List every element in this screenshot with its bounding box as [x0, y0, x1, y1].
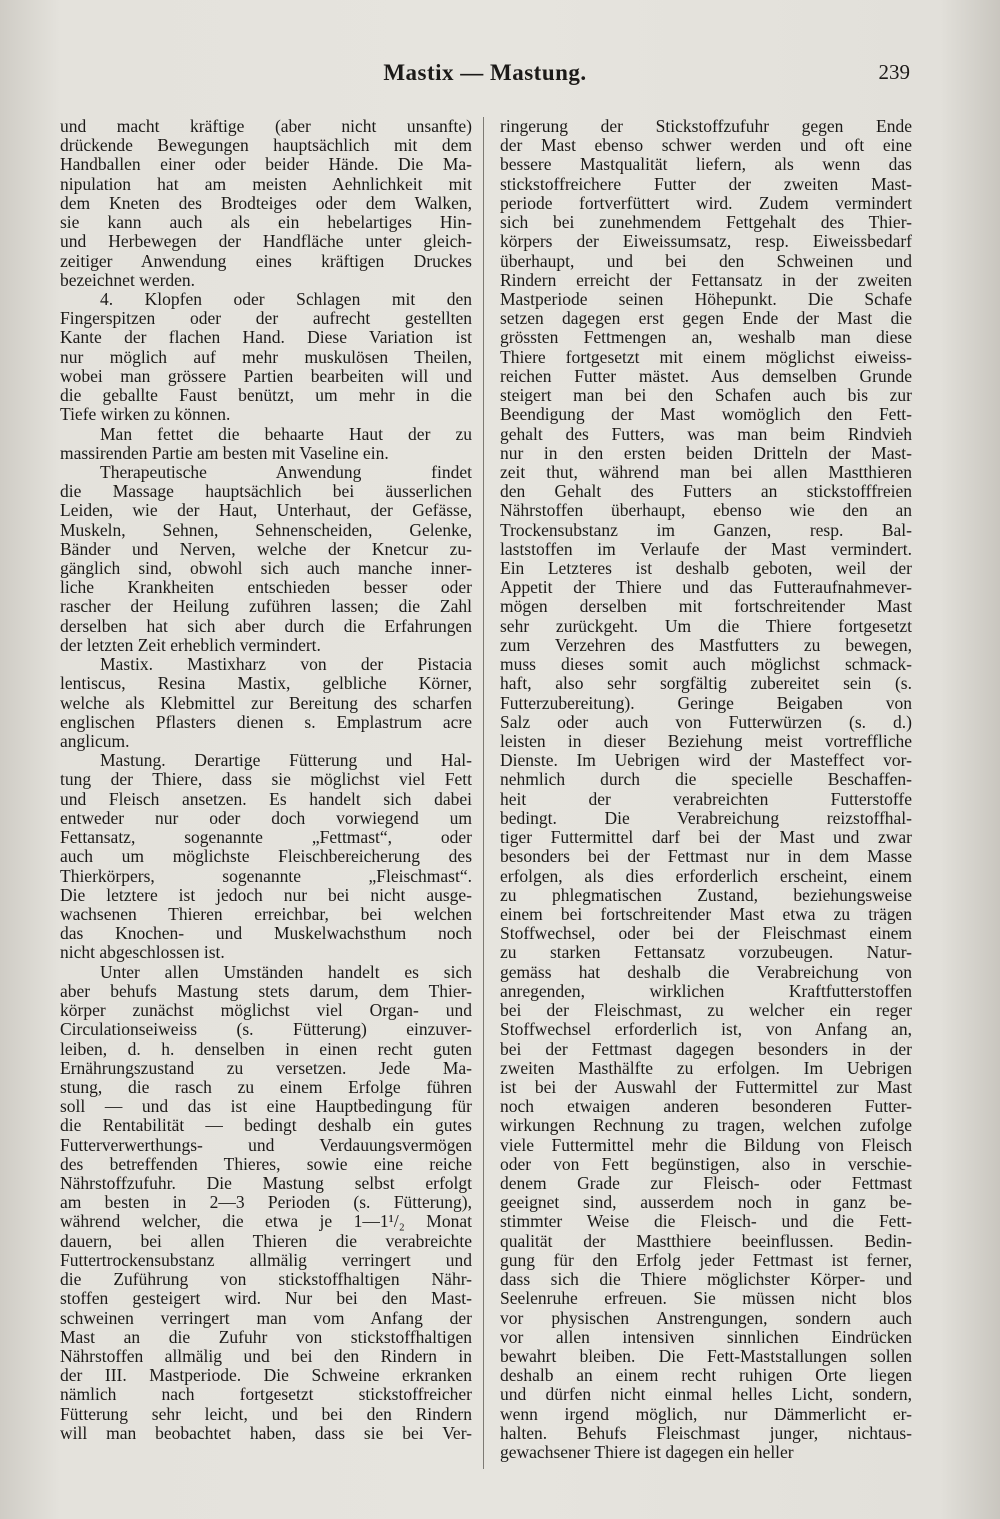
text-line: vor physischen Anstrengungen, sondern auch: [500, 1308, 912, 1328]
text-line: zum Verzehren des Mastfutters zu bewegen,: [500, 635, 912, 655]
text-line: Nährstoffen allmälig und bei den Rindern in: [60, 1347, 472, 1366]
text-line: leiben, d. h. denselben in einen recht guten: [60, 1039, 472, 1059]
text-line: körpers der Eiweissumsatz, resp. Eiweissbedarf: [500, 232, 912, 252]
text-line: Trockensubstanz im Ganzen, resp. Bal-: [500, 520, 912, 540]
text-line: Thierkörpers, sogenannte „Fleischmast“.: [60, 866, 472, 886]
text-line: reichen Futter mästet. Aus demselben Grunde: [500, 366, 912, 386]
text-line: qualität der Mastthiere beeinflussen. Bedin-: [500, 1231, 912, 1251]
text-line: grössten Fettmengen an, weshalb man diese: [500, 328, 912, 348]
text-line: wirkungen Rechnung zu tragen, welchen zufolge: [500, 1116, 912, 1136]
text-line: gänglich sind, obwohl sich auch manche inner-: [60, 559, 472, 579]
text-line: ist bei der Auswahl der Futtermittel zur Mast: [500, 1077, 912, 1097]
text-line: die Zuführung von stickstoffhaltigen Nähr-: [60, 1270, 472, 1290]
left-column: [60, 117, 472, 1443]
text-line: drückende Bewegungen hauptsächlich mit dem: [60, 136, 472, 156]
text-line: und macht kräftige (aber nicht unsanfte): [60, 117, 472, 136]
text-line: Seelenruhe erfreuen. Sie müssen nicht blos: [500, 1289, 912, 1309]
text-line: wenn irgend möglich, nur Dämmerlicht er-: [500, 1404, 912, 1424]
text-line: Salz oder auch von Futterwürzen (s. d.): [500, 712, 912, 732]
text-line: massirenden Partie am besten mit Vaseline ein.: [60, 443, 389, 463]
text-line: tiger Futtermittel darf bei der Mast und zwar: [500, 828, 912, 848]
text-line: sehr zurückgeht. Um die Thiere fortgesetzt: [500, 616, 912, 636]
text-line: geeignet sind, ausserdem noch in ganz be-: [500, 1193, 912, 1213]
text-line: derselben hat sich aber durch die Erfahrungen: [60, 616, 472, 636]
text-line: Nährstoffzufuhr. Die Mastung selbst erfolgt: [60, 1174, 472, 1194]
text-line: die Rentabilität — bedingt deshalb ein gutes: [60, 1116, 472, 1136]
text-line: leisten in dieser Beziehung meist vortreffliche: [500, 732, 912, 751]
text-line: Man fettet die behaarte Haut der zu: [100, 424, 472, 444]
text-line: stimmter Weise die Fleisch- und die Fett-: [500, 1212, 912, 1232]
text-line: deshalb an einem recht ruhigen Orte liegen: [500, 1366, 912, 1386]
text-line: Nährstoffen überhaupt, ebenso wie den an: [500, 501, 912, 521]
text-line: Muskeln, Sehnen, Sehnenscheiden, Gelenke,: [60, 520, 472, 540]
text-line: halten. Behufs Fleischmast junger, nichtaus-: [500, 1423, 912, 1443]
text-line: tung der Thiere, dass sie möglichst viel Fett: [60, 770, 472, 790]
text-line: erfolgen, als dies erforderlich erscheint, einem: [500, 866, 912, 886]
text-line: Therapeutische Anwendung findet: [100, 462, 472, 482]
text-line: Mastix. Mastixharz von der Pistacia: [100, 655, 472, 675]
text-line: überhaupt, und bei den Schweinen und: [500, 251, 912, 271]
text-line: sich bei zunehmendem Fettgehalt des Thier-: [500, 213, 912, 233]
text-line: Stoffwechsel erforderlich ist, von Anfang an,: [500, 1020, 912, 1040]
text-line: während welcher, die etwa je 1—1¹/₂ Monat: [60, 1212, 472, 1232]
text-line: muss dieses somit auch möglichst schmack-: [500, 655, 912, 675]
text-line: Thiere fortgesetzt mit einem möglichst eiweiss-: [500, 347, 912, 367]
text-line: wobei man grössere Partien bearbeiten will und: [60, 366, 472, 386]
text-line: Kante der flachen Hand. Diese Variation ist: [60, 328, 472, 348]
text-line: anglicum.: [60, 732, 130, 751]
text-line: Unter allen Umständen handelt es sich: [100, 962, 472, 982]
text-line: Leiden, wie der Haut, Unterhaut, der Gefässe,: [60, 501, 472, 521]
text-line: denem Grade zur Fleisch- oder Fettmast: [500, 1174, 912, 1194]
text-line: lentiscus, Resina Mastix, gelbliche Körner,: [60, 674, 472, 694]
text-line: Futterverwerthungs- und Verdauungsvermögen: [60, 1135, 472, 1155]
text-line: Beendigung der Mast womöglich den Fett-: [500, 405, 912, 425]
text-line: nur in den ersten beiden Dritteln der Mast-: [500, 443, 912, 463]
text-line: nämlich nach fortgesetzt stickstoffreicher: [60, 1385, 472, 1405]
text-line: einem bei fortschreitender Mast etwa zu trägen: [500, 904, 912, 924]
text-line: die Massage hauptsächlich bei äusserlichen: [60, 482, 472, 502]
text-line: bei der Fleischmast, zu welcher ein reger: [500, 1001, 912, 1021]
text-line: gung für den Erfolg jeder Fettmast ist ferner,: [500, 1250, 912, 1270]
text-line: der III. Mastperiode. Die Schweine erkranken: [60, 1366, 472, 1386]
text-line: heit der verabreichten Futterstoffe: [500, 789, 912, 809]
text-line: Die letztere ist jedoch nur bei nicht ausge-: [60, 885, 472, 905]
text-line: englischen Pflasters dienen s. Emplastrum acre: [60, 712, 472, 732]
text-line: und dürfen nicht einmal helles Licht, sondern,: [500, 1385, 912, 1405]
text-line: Circulationseiweiss (s. Fütterung) einzuver-: [60, 1020, 472, 1040]
text-line: gewachsener Thiere ist dagegen ein heller: [500, 1443, 794, 1463]
text-line: periode fortverfüttert wird. Zudem vermindert: [500, 193, 912, 213]
text-line: entweder nur oder doch vorwiegend um: [60, 808, 472, 828]
text-line: aber behufs Mastung stets darum, dem Thier-: [60, 981, 472, 1001]
text-line: mögen derselben mit fortschreitender Mast: [500, 597, 912, 617]
text-line: Fingerspitzen oder der aufrecht gestellten: [60, 309, 472, 329]
text-line: zu phlegmatischen Zustand, beziehungsweise: [500, 885, 912, 905]
text-line: stung, die rasch zu einem Erfolge führen: [60, 1077, 472, 1097]
text-line: zeit thut, während man bei allen Mastthieren: [500, 462, 912, 482]
text-line: nur möglich auf mehr muskulösen Theilen,: [60, 347, 472, 367]
text-line: Fettansatz, sogenannte „Fettmast“, oder: [60, 828, 472, 848]
text-line: der letzten Zeit erheblich vermindert.: [60, 635, 321, 655]
text-line: zweiten Masthälfte zu erfolgen. Im Uebrigen: [500, 1058, 912, 1078]
text-line: Appetit der Thiere und das Futteraufnahmever-: [500, 578, 912, 598]
text-line: Bänder und Nerven, welche der Knetcur zu-: [60, 539, 472, 559]
page-title: Mastix — Mastung.: [383, 60, 587, 85]
text-line: bedingt. Die Verabreichung reizstoffhal-: [500, 808, 912, 828]
text-line: zu starken Fettansatz vorzubeugen. Natur-: [500, 943, 912, 963]
text-line: setzen dagegen erst gegen Ende der Mast die: [500, 309, 912, 329]
text-line: und Herbewegen der Handfläche unter gleich-: [60, 232, 472, 252]
text-line: Mastperiode seinen Höhepunkt. Die Schafe: [500, 289, 912, 309]
text-line: nicht abgeschlossen ist.: [60, 943, 225, 963]
page-number: 239: [878, 60, 910, 84]
text-line: körper zunächst möglichst viel Organ- und: [60, 1001, 472, 1021]
text-line: dass sich die Thiere möglichster Körper- und: [500, 1270, 912, 1290]
text-line: gemäss hat deshalb die Verabreichung von: [500, 962, 912, 982]
text-line: Stoffwechsel, oder bei der Fleischmast einem: [500, 924, 912, 944]
text-line: dauern, bei allen Thieren die verabreichte: [60, 1231, 472, 1251]
text-line: zeitiger Anwendung eines kräftigen Druckes: [60, 251, 472, 271]
text-line: Handballen einer oder beider Hände. Die Ma-: [60, 155, 472, 175]
text-line: Ein Letzteres ist deshalb geboten, weil der: [500, 559, 912, 579]
text-line: Dienste. Im Uebrigen wird der Masteffect vor-: [500, 751, 912, 771]
text-line: gehalt des Futters, was man beim Rindvieh: [500, 424, 912, 444]
text-line: noch etwaigen anderen besonderen Futter-: [500, 1097, 912, 1117]
running-header: [60, 60, 910, 90]
column-divider: [483, 117, 484, 1469]
text-line: Ernährungszustand zu versetzen. Jede Ma-: [60, 1058, 472, 1078]
text-line: anregenden, wirklichen Kraftfutterstoffen: [500, 981, 912, 1001]
text-line: stoffen gesteigert wird. Nur bei den Mast-: [60, 1289, 472, 1309]
text-line: Futtertrockensubstanz allmälig verringert und: [60, 1250, 472, 1270]
text-line: viele Futtermittel mehr die Bildung von Fleisch: [500, 1135, 912, 1155]
text-line: welche als Klebmittel zur Bereitung des scharfen: [60, 693, 472, 713]
text-line: Futterzubereitung). Geringe Beigaben von: [500, 693, 912, 713]
text-line: bewahrt bleiben. Die Fett-Maststallungen sollen: [500, 1347, 912, 1366]
text-line: bezeichnet werden.: [60, 270, 196, 290]
text-line: das Knochen- und Muskelwachsthum noch: [60, 924, 472, 944]
text-line: besonders bei der Fettmast nur in dem Masse: [500, 847, 912, 867]
text-line: rascher der Heilung zuführen lassen; die Zahl: [60, 597, 472, 617]
text-line: Mast an die Zufuhr von stickstoffhaltigen: [60, 1327, 472, 1347]
text-line: Rindern erreicht der Fettansatz in der zweiten: [500, 270, 912, 290]
text-line: laststoffen im Verlaufe der Mast vermindert.: [500, 539, 912, 559]
text-line: vor allen intensiven sinnlichen Eindrücken: [500, 1327, 912, 1347]
text-line: Mastung. Derartige Fütterung und Hal-: [100, 751, 472, 771]
text-line: Tiefe wirken zu können.: [60, 405, 231, 425]
text-line: liche Krankheiten entschieden besser oder: [60, 578, 472, 598]
text-line: der Mast ebenso schwer werden und oft eine: [500, 136, 912, 156]
text-line: schweinen verringert man vom Anfang der: [60, 1308, 472, 1328]
text-line: sie kann auch als ein hebelartiges Hin-: [60, 213, 472, 233]
text-line: des betreffenden Thieres, sowie eine reiche: [60, 1154, 472, 1174]
text-line: 4. Klopfen oder Schlagen mit den: [100, 289, 472, 309]
text-line: wachsenen Thieren erreichbar, bei welchen: [60, 904, 472, 924]
text-line: und Fleisch ansetzen. Es handelt sich dabei: [60, 789, 472, 809]
text-line: nipulation hat am meisten Aehnlichkeit mit: [60, 174, 472, 194]
text-line: bessere Mastqualität liefern, als wenn das: [500, 155, 912, 175]
text-line: soll — und das ist eine Hauptbedingung für: [60, 1097, 472, 1117]
text-line: bei der Fettmast dagegen besonders in der: [500, 1039, 912, 1059]
text-line: will man beobachtet haben, dass sie bei Ver-: [60, 1423, 472, 1443]
text-line: den Gehalt des Futters an stickstofffreien: [500, 482, 912, 502]
text-line: oder von Fett begünstigen, also in verschie-: [500, 1154, 912, 1174]
right-column: [500, 117, 912, 1462]
text-line: nehmlich durch die specielle Beschaffen-: [500, 770, 912, 790]
text-line: die geballte Faust benützt, um mehr in die: [60, 386, 472, 406]
text-line: Fütterung sehr leicht, und bei den Rindern: [60, 1404, 472, 1424]
text-line: dem Kneten des Brodteiges oder dem Walken,: [60, 193, 472, 213]
text-line: stickstoffreichere Futter der zweiten Mast-: [500, 174, 912, 194]
text-line: am besten in 2—3 Perioden (s. Fütterung),: [60, 1193, 472, 1213]
text-line: haft, also sehr sorgfältig zubereitet sein (s.: [500, 674, 912, 694]
text-line: steigert man bei den Schafen auch bis zur: [500, 386, 912, 406]
text-line: ringerung der Stickstoffzufuhr gegen Ende: [500, 117, 912, 136]
text-line: auch um möglichste Fleischbereicherung des: [60, 847, 472, 867]
